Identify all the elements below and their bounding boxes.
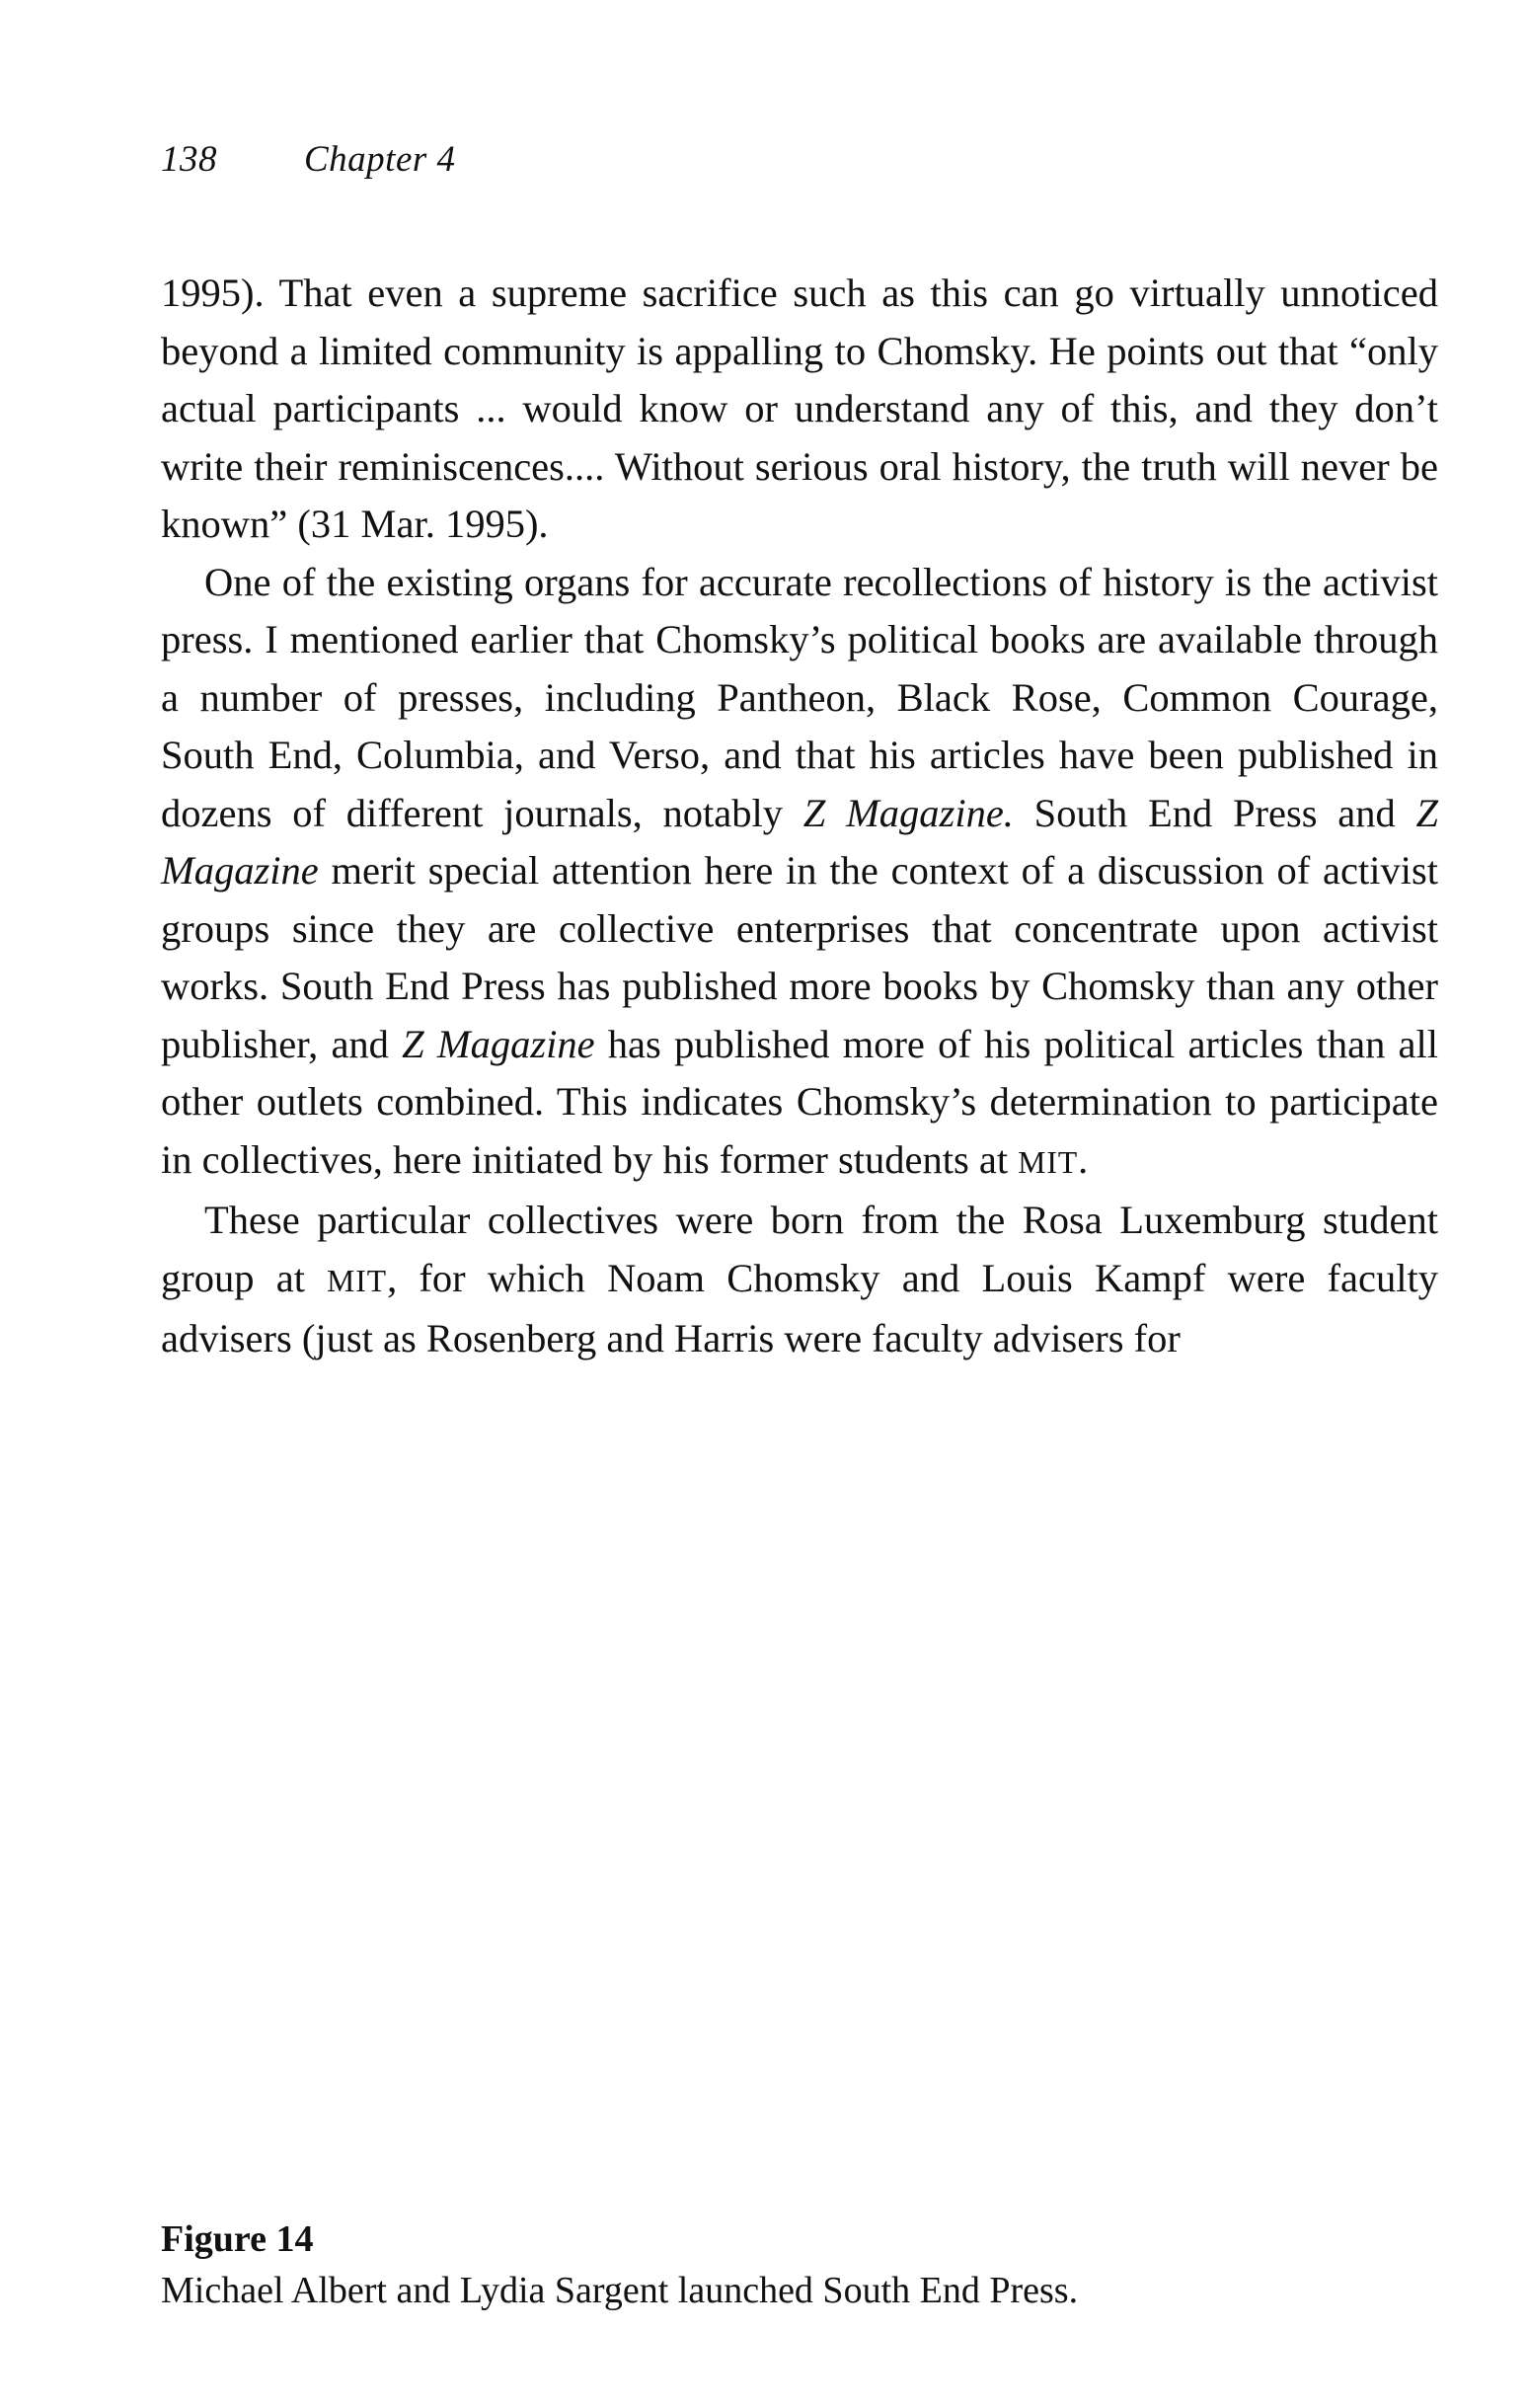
paragraph-3-text-2: , for which Noam Chomsky and Louis Kampf were faculty advisers (just as Rosenberg and Harris were faculty advisers for — [161, 1255, 1438, 1360]
z-magazine-title-3: Z Magazine — [402, 1021, 595, 1066]
chapter-title: Chapter 4 — [304, 139, 456, 180]
figure-label: Figure 14 — [161, 2218, 314, 2260]
paragraph-2-text-4: has published more of his political articles than all other outlets combined. This indicates Chomsky’s determination to participate in collectives, here initiated by his former students at — [161, 1021, 1439, 1182]
paragraph-2 — [161, 554, 1438, 1193]
paragraph-3 — [161, 1192, 1438, 1368]
figure-caption — [161, 2214, 1438, 2316]
body-text — [161, 265, 1438, 1368]
page-number: 138 — [161, 139, 217, 180]
mit-abbrev-1: MIT — [1018, 1144, 1079, 1180]
mit-abbrev-2: MIT — [327, 1263, 388, 1298]
paragraph-2-text-1: One of the existing organs for accurate recollections of history is the activist press. I mentioned earlier that Chomsky’s political books are available through a number of presses, including Pantheon, Black Rose, Common Courage, South End, Columbia, and Verso, and that his articles have been published in dozens of different journals, notably — [161, 559, 1438, 835]
figure-caption-text: Michael Albert and Lydia Sargent launched South End Press. — [161, 2270, 1079, 2311]
paragraph-3-text-1: These particular collectives were born from the Rosa Luxemburg student group at — [161, 1198, 1438, 1300]
paragraph-1: 1995). That even a supreme sacrifice such as this can go virtually unnoticed beyond a limited community is appalling to Chomsky. He points out that “only actual participants ... would know or understand any of this, and they don’t write their reminiscences.... Without serious oral history, the truth will never be known” (31 Mar. 1995). — [161, 271, 1438, 546]
z-magazine-title-1: Z Magazine. — [802, 790, 1014, 835]
running-head — [161, 138, 456, 181]
paragraph-2-text-5: . — [1078, 1136, 1089, 1182]
z-magazine-title-2: Z Magazine — [161, 790, 1439, 893]
paragraph-2-text-3: merit special attention here in the context of a discussion of activist groups since they are collective enterprises that concentrate upon activist works. South End Press has published more books by Chomsky than any other publisher, and — [161, 848, 1438, 1066]
paragraph-2-text-2: South End Press and — [1013, 790, 1416, 835]
